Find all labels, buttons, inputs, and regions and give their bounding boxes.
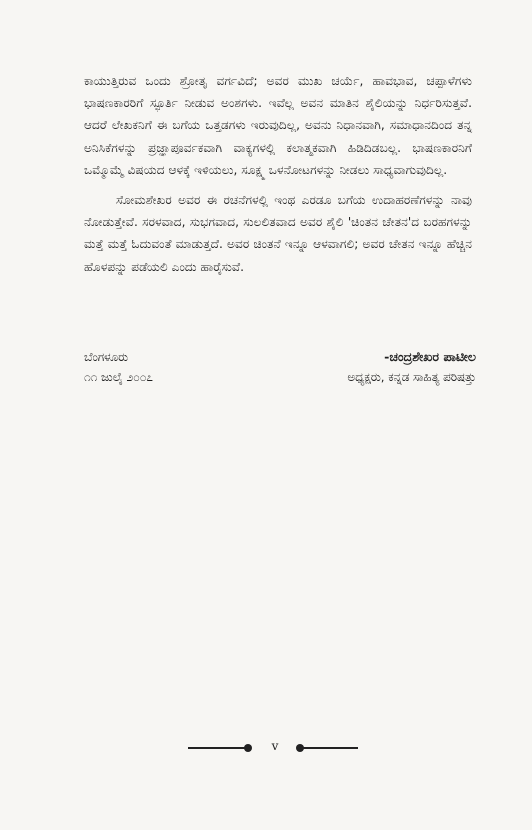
page-footer (188, 738, 358, 758)
place-label: ಬೆಂಗಳೂರು (84, 350, 129, 364)
body-text (84, 70, 472, 278)
signature-row-top (84, 347, 476, 367)
paragraph-1: ಕಾಯುತ್ತಿರುವ ಒಂದು ಶ್ರೋತೃ ವರ್ಗವಿದೆ; ಅವರ ಮುಖ ಚರ್ಯೆ, ಹಾವಭಾವ, ಚಪ್ಪಾಳೆಗಳು ಭಾಷಣಕಾರರಿಗೆ ಸ್ಫೂರ್ತಿ ನೀಡುವ ಅಂಶಗಳು. ಇವೆಲ್ಲ ಅವನ ಮಾತಿನ ಶೈಲಿಯನ್ನು ನಿರ್ಧರಿಸುತ್ತವೆ. ಆದರೆ ಲೇಖಕನಿಗೆ ಈ ಬಗೆಯ ಒತ್ತಡಗಳು ಇರುವುದಿಲ್ಲ, ಅವನು ನಿಧಾನವಾಗಿ, ಸಮಾಧಾನದಿಂದ ತನ್ನ ಅನಿಸಿಕೆಗಳನ್ನು ಪ್ರಜ್ಞಾಪೂರ್ವಕವಾಗಿ ವಾಕ್ಯಗಳಲ್ಲಿ ಕಲಾತ್ಮಕವಾಗಿ ಹಿಡಿದಿಡಬಲ್ಲ. ಭಾಷಣಕಾರನಿಗೆ ಒಮ್ಮೊಮ್ಮೆ ವಿಷಯದ ಆಳಕ್ಕೆ ಇಳಿಯಲು, ಸೂಕ್ಷ್ಮ ಒಳನೋಟಗಳನ್ನು ನೀಡಲು ಸಾಧ್ಯವಾಗುವುದಿಲ್ಲ. (84, 74, 472, 177)
footer-dot-left-icon (244, 744, 252, 752)
footer-rule-left (188, 747, 248, 749)
footer-rule-right (300, 747, 358, 749)
date-label: ೧೧ ಜುಲೈ ೨೦೦೭ (84, 370, 153, 384)
signature-row-bottom (84, 367, 476, 387)
paragraph-2: ಸೋಮಶೇಖರ ಅವರ ಈ ರಚನೆಗಳಲ್ಲಿ ಇಂಥ ಎರಡೂ ಬಗೆಯ ಉದಾಹರಣೆಗಳನ್ನು ನಾವು ನೋಡುತ್ತೇವೆ. ಸರಳವಾದ, ಸುಭಗವಾದ, ಸುಲಲಿತವಾದ ಅವರ ಶೈಲಿ 'ಚಿಂತನ ಚೇತನ'ದ ಬರಹಗಳನ್ನು ಮತ್ತೆ ಮತ್ತೆ ಓದುವಂತೆ ಮಾಡುತ್ತದೆ. ಅವರ ಚಿಂತನೆ ಇನ್ನೂ ಆಳವಾಗಲಿ; ಅವರ ಚೇತನ ಇನ್ನೂ ಹೆಚ್ಚಿನ ಹೊಳಪನ್ನು ಪಡೆಯಲಿ ಎಂದು ಹಾರೈಸುವೆ. (84, 193, 472, 274)
page-number: v (271, 739, 279, 753)
author-title: ಅಧ್ಯಕ್ಷರು, ಕನ್ನಡ ಸಾಹಿತ್ಯ ಪರಿಷತ್ತು (347, 370, 476, 384)
author-name: -ಚಂದ್ರಶೇಖರ ಪಾಟೀಲ (384, 349, 476, 364)
